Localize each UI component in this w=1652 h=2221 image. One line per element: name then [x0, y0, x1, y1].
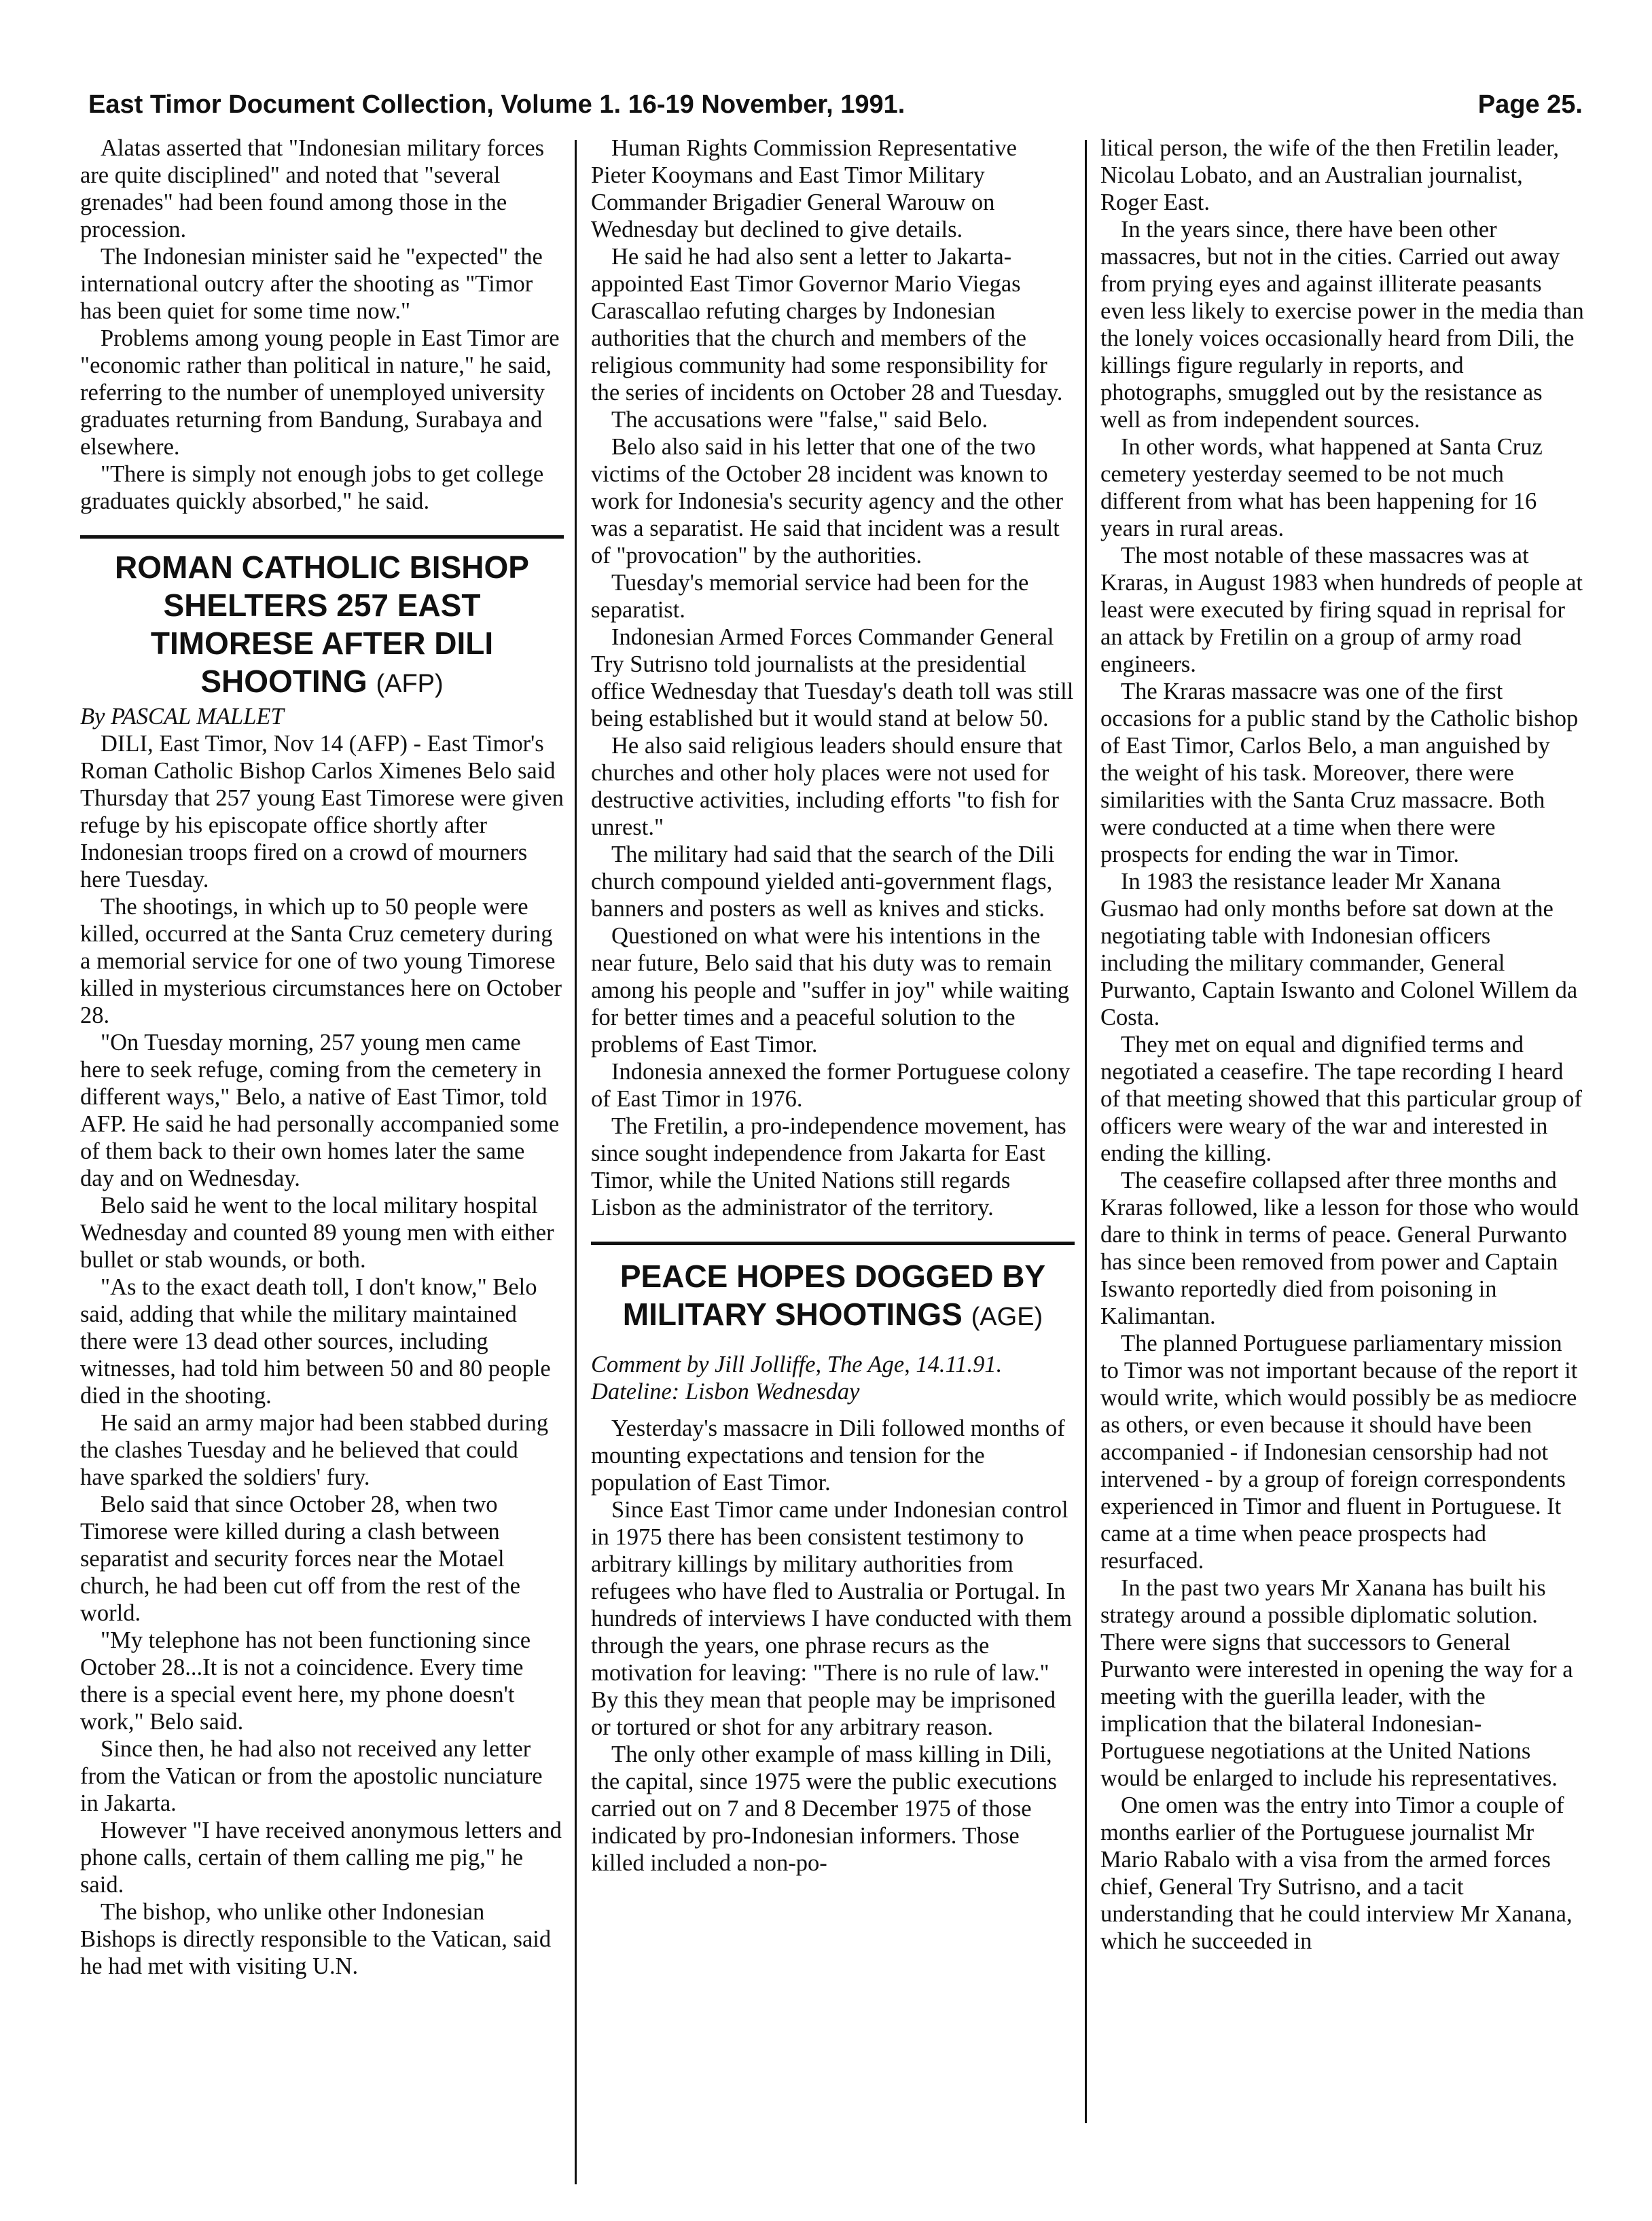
- paragraph: One omen was the entry into Timor a couple of months earlier of the Portuguese journalist Mr Mario Rabalo with a visa from the armed forces chief, General Try Sutrisno, and a tacit understanding that he could interview Mr Xanana, which he succeeded in: [1100, 1792, 1573, 1954]
- page-number: Page 25.: [1477, 90, 1583, 119]
- headline-source: (AFP): [376, 670, 444, 698]
- paragraph: "My telephone has not been functioning since October 28...It is not a coincidence. Every time there is a special event here, my phone doesn't work," Belo said.: [80, 1627, 531, 1735]
- paragraph: Since East Timor came under Indonesian control in 1975 there has been consistent testimony to arbitrary killings by military authorities from refugees who have fled to Australia or Portugal. In hundreds of interviews I have conducted with them through the years, one phrase recurs as the motivation for leaving: "There is no rule of law." By this they mean that people may be imprisoned or tortured or shot for any arbitrary reason.: [591, 1497, 1073, 1740]
- paragraph: The Indonesian minister said he "expected" the international outcry after the shooting as "Timor has been quiet for some time now.": [80, 244, 543, 324]
- paragraph: Tuesday's memorial service had been for the separatist.: [591, 570, 1029, 623]
- column-divider-2: [1085, 140, 1087, 2123]
- collection-title: East Timor Document Collection, Volume 1. 16-19 November, 1991.: [88, 90, 905, 119]
- article-headline-age: [591, 1257, 1075, 1336]
- column-divider-1: [575, 140, 577, 2184]
- paragraph: In the years since, there have been other massacres, but not in the cities. Carried out away from prying eyes and against illiterate peasants even less likely to exercise power in the media than the lonely voices occasionally heard from Dili, the killings figure regularly in reports, and photographs, smuggled out by the resistance as well as from independent sources.: [1100, 217, 1584, 433]
- paragraph: Yesterday's massacre in Dili followed months of mounting expectations and tension for the population of East Timor.: [591, 1415, 1065, 1496]
- byline: By PASCAL MALLET: [80, 704, 284, 729]
- paragraph: The ceasefire collapsed after three months and Kraras followed, like a lesson for those who would dare to think in terms of peace. General Purwanto has since been removed from power and Captain Iswanto reportedly died from poisoning in Kalimantan.: [1100, 1168, 1579, 1329]
- paragraph: "As to the exact death toll, I don't know," Belo said, adding that while the military maintained there were 13 dead other sources, including witnesses, had told him between 50 and 80 people died in the shooting.: [80, 1274, 551, 1409]
- paragraph: Belo also said in his letter that one of the two victims of the October 28 incident was known to work for Indonesia's security agency and the other was a separatist. He said that incident was a result of "provocation" by the authorities.: [591, 434, 1064, 568]
- paragraph: In 1983 the resistance leader Mr Xanana Gusmao had only months before sat down at the negotiating table with Indonesian officers including the military commander, General Purwanto, Captain Iswanto and Colonel Willem da Costa.: [1100, 869, 1578, 1030]
- comment-credit: Comment by Jill Jolliffe, The Age, 14.11.91.: [591, 1352, 1003, 1377]
- paragraph: The military had said that the search of the Dili church compound yielded anti-government flags, banners and posters as well as knives and sticks.: [591, 842, 1055, 922]
- headline-text: ROMAN CATHOLIC BISHOP SHELTERS 257 EAST TIMORESE AFTER DILI SHOOTING: [115, 549, 529, 699]
- paragraph: Belo said he went to the local military hospital Wednesday and counted 89 young men with either bullet or stab wounds, or both.: [80, 1193, 554, 1273]
- paragraph: He said an army major had been stabbed during the clashes Tuesday and he believed that could have sparked the soldiers' fury.: [80, 1410, 549, 1490]
- column-3: [1100, 134, 1584, 1955]
- paragraph: Problems among young people in East Timor are "economic rather than political in nature," he said, referring to the number of unemployed university graduates returning from Bandung, Surabaya and elsewhere.: [80, 325, 560, 460]
- paragraph: "On Tuesday morning, 257 young men came here to seek refuge, coming from the cemetery in different ways," Belo, a native of East Timor, told AFP. He said he had personally accompanied some of them back to their own homes later the same day and on Wednesday.: [80, 1030, 560, 1191]
- paragraph: The planned Portuguese parliamentary mission to Timor was not important because of the report it would write, which would possibly be as mediocre as others, or even because it should have been accompanied - if Indonesian censorship had not intervened - by a group of foreign correspondents experienced in Timor and fluent in Portuguese. It came at a time when peace prospects had resurfaced.: [1100, 1331, 1578, 1574]
- paragraph: The Fretilin, a pro-independence movement, has since sought independence from Jakarta for East Timor, while the United Nations still regards Lisbon as the administrator of the territory.: [591, 1113, 1066, 1221]
- page-header: [88, 84, 1583, 125]
- paragraph: Questioned on what were his intentions in the near future, Belo said that his duty was to remain among his people and "suffer in joy" while waiting for better times and a peaceful solution to the problems of East Timor.: [591, 923, 1069, 1058]
- dateline: Dateline: Lisbon Wednesday: [591, 1379, 860, 1405]
- paragraph: The shootings, in which up to 50 people were killed, occurred at the Santa Cruz cemetery during a memorial service for one of two young Timorese killed in mysterious circumstances here on October 28.: [80, 894, 562, 1028]
- section-rule: [80, 535, 564, 539]
- column-1: [80, 134, 564, 1980]
- paragraph: The Kraras massacre was one of the first occasions for a public stand by the Catholic bishop of East Timor, Carlos Belo, a man anguished by the weight of his task. Moreover, there were similarities with the Santa Cruz massacre. Both were conducted at a time when there were prospects for ending the war in Timor.: [1100, 679, 1579, 867]
- paragraph: The bishop, who unlike other Indonesian Bishops is directly responsible to the Vatican, said he had met with visiting U.N.: [80, 1899, 552, 1979]
- paragraph: Alatas asserted that "Indonesian military forces are quite disciplined" and noted that "several grenades" had been found among those in the procession.: [80, 135, 545, 242]
- paragraph: In the past two years Mr Xanana has built his strategy around a possible diplomatic solution. There were signs that successors to General Purwanto were interested in opening the way for a meeting with the guerilla leader, with the implication that the bilateral Indonesian-Portuguese negotiations at the United Nations would be enlarged to include his representatives.: [1100, 1575, 1573, 1791]
- paragraph: Human Rights Commission Representative Pieter Kooymans and East Timor Military Commander Brigadier General Warouw on Wednesday but declined to give details.: [591, 135, 1017, 242]
- paragraph: They met on equal and dignified terms and negotiated a ceasefire. The tape recording I heard of that meeting showed that this particular group of officers were weary of the war and interested in ending the killing.: [1100, 1032, 1582, 1166]
- paragraph: He said he had also sent a letter to Jakarta-appointed East Timor Governor Mario Viegas Carascallao refuting charges by Indonesian authorities that the church and members of the religious community had some responsibility for the series of incidents on October 28 and Tuesday.: [591, 244, 1063, 405]
- paragraph: The most notable of these massacres was at Kraras, in August 1983 when hundreds of people at least were executed by firing squad in reprisal for an attack by Fretilin on a group of army road engineers.: [1100, 543, 1583, 677]
- article-headline-afp: [80, 548, 564, 703]
- paragraph: "There is simply not enough jobs to get college graduates quickly absorbed," he said.: [80, 461, 544, 514]
- paragraph: He also said religious leaders should ensure that churches and other holy places were not used for destructive activities, including efforts "to fish for unrest.": [591, 733, 1062, 840]
- paragraph: The only other example of mass killing in Dili, the capital, since 1975 were the public executions carried out on 7 and 8 December 1975 of those indicated by pro-Indonesian informers. Those killed included a non-po-: [591, 1741, 1057, 1876]
- paragraph: However "I have received anonymous letters and phone calls, certain of them calling me pig," he said.: [80, 1818, 562, 1898]
- section-rule: [591, 1242, 1075, 1245]
- paragraph: The accusations were "false," said Belo.: [611, 407, 988, 433]
- paragraph: Belo said that since October 28, when two Timorese were killed during a clash between separatist and security forces near the Motael church, he had been cut off from the rest of the world.: [80, 1492, 520, 1626]
- column-2: [591, 134, 1075, 1877]
- paragraph: Indonesia annexed the former Portuguese colony of East Timor in 1976.: [591, 1059, 1071, 1112]
- paragraph: Indonesian Armed Forces Commander General Try Sutrisno told journalists at the presidential office Wednesday that Tuesday's death toll was still being established but it would stand at below 50.: [591, 624, 1074, 732]
- paragraph: DILI, East Timor, Nov 14 (AFP) - East Timor's Roman Catholic Bishop Carlos Ximenes Belo said Thursday that 257 young East Timorese were given refuge by his episcopate office shortly after Indonesian troops fired on a crowd of mourners here Tuesday.: [80, 731, 564, 892]
- headline-source: (AGE): [971, 1303, 1043, 1331]
- comment-dateline: [591, 1351, 1075, 1405]
- headline-text: PEACE HOPES DOGGED BY MILITARY SHOOTINGS: [620, 1259, 1046, 1332]
- paragraph: In other words, what happened at Santa Cruz cemetery yesterday seemed to be not much different from what has been happening for 16 years in rural areas.: [1100, 434, 1543, 541]
- paragraph: Since then, he had also not received any letter from the Vatican or from the apostolic nunciature in Jakarta.: [80, 1736, 543, 1816]
- paragraph: litical person, the wife of the then Fretilin leader, Nicolau Lobato, and an Australian journalist, Roger East.: [1100, 135, 1559, 215]
